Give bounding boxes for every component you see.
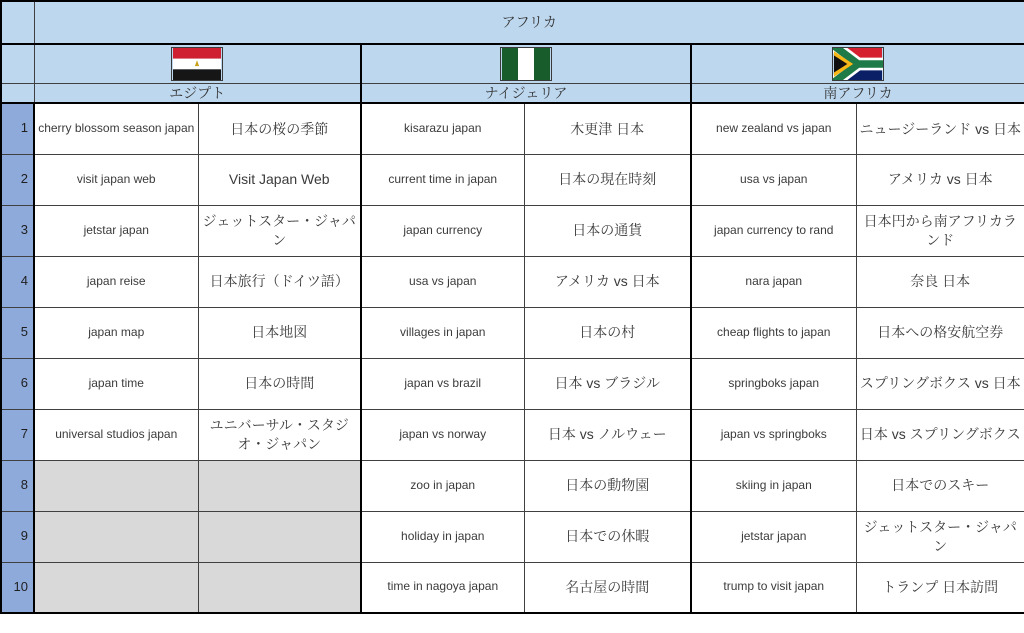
nigeria-term-en: time in nagoya japan xyxy=(361,562,524,613)
egypt-term-ja: 日本の桜の季節 xyxy=(198,103,361,154)
nigeria-term-en: japan vs brazil xyxy=(361,358,524,409)
egypt-term-ja: ユニバーサル・スタジオ・ジャパン xyxy=(198,409,361,460)
nigeria-term-en: kisarazu japan xyxy=(361,103,524,154)
nigeria-term-en: current time in japan xyxy=(361,154,524,205)
egypt-term-ja: 日本旅行（ドイツ語） xyxy=(198,256,361,307)
south-africa-term-ja: アメリカ vs 日本 xyxy=(856,154,1024,205)
nigeria-term-en: holiday in japan xyxy=(361,511,524,562)
corner-cell xyxy=(1,44,34,83)
nigeria-term-en: zoo in japan xyxy=(361,460,524,511)
flag-row xyxy=(1,44,1024,83)
nigeria-term-ja: 木更津 日本 xyxy=(524,103,691,154)
egypt-term-ja-empty xyxy=(198,511,361,562)
south-africa-term-ja: ジェットスター・ジャパン xyxy=(856,511,1024,562)
egypt-term-en: cherry blossom season japan xyxy=(34,103,198,154)
south-africa-term-en: japan currency to rand xyxy=(691,205,856,256)
table-title: アフリカ xyxy=(34,1,1024,44)
egypt-term-ja: Visit Japan Web xyxy=(198,154,361,205)
row-number: 3 xyxy=(1,205,34,256)
south-africa-term-ja: スプリングボクス vs 日本 xyxy=(856,358,1024,409)
egypt-term-ja: 日本地図 xyxy=(198,307,361,358)
south-africa-term-ja: 日本 vs スプリングボクス xyxy=(856,409,1024,460)
table-row xyxy=(1,562,1024,613)
egypt-term-en-empty xyxy=(34,511,198,562)
south-africa-term-en: nara japan xyxy=(691,256,856,307)
south-africa-term-ja: 奈良 日本 xyxy=(856,256,1024,307)
egypt-term-en-empty xyxy=(34,562,198,613)
egypt-flag-icon xyxy=(171,47,223,81)
south-africa-term-ja: 日本でのスキー xyxy=(856,460,1024,511)
row-number: 6 xyxy=(1,358,34,409)
corner-cell xyxy=(1,83,34,103)
south-africa-term-en: jetstar japan xyxy=(691,511,856,562)
nigeria-term-ja: 日本の動物園 xyxy=(524,460,691,511)
nigeria-flag-cell xyxy=(361,44,691,83)
egypt-term-ja: ジェットスター・ジャパン xyxy=(198,205,361,256)
table-row xyxy=(1,511,1024,562)
nigeria-term-ja: 日本 vs ノルウェー xyxy=(524,409,691,460)
table-row xyxy=(1,103,1024,154)
south-africa-term-ja: 日本円から南アフリカランド xyxy=(856,205,1024,256)
south-africa-term-en: skiing in japan xyxy=(691,460,856,511)
south-africa-flag-icon xyxy=(832,47,884,81)
south-africa-term-en: usa vs japan xyxy=(691,154,856,205)
south-africa-term-ja: ニュージーランド vs 日本 xyxy=(856,103,1024,154)
row-number: 2 xyxy=(1,154,34,205)
nigeria-term-ja: アメリカ vs 日本 xyxy=(524,256,691,307)
nigeria-term-ja: 日本の村 xyxy=(524,307,691,358)
nigeria-flag-icon xyxy=(500,47,552,81)
row-number: 1 xyxy=(1,103,34,154)
table-row xyxy=(1,154,1024,205)
egypt-term-en: jetstar japan xyxy=(34,205,198,256)
table-row xyxy=(1,409,1024,460)
nigeria-term-en: japan vs norway xyxy=(361,409,524,460)
south-africa-term-en: springboks japan xyxy=(691,358,856,409)
egypt-term-en: japan map xyxy=(34,307,198,358)
table-row xyxy=(1,256,1024,307)
egypt-term-en: universal studios japan xyxy=(34,409,198,460)
table-row xyxy=(1,205,1024,256)
egypt-term-en: japan reise xyxy=(34,256,198,307)
south-africa-term-ja: 日本への格安航空券 xyxy=(856,307,1024,358)
table-row xyxy=(1,460,1024,511)
nigeria-term-ja: 日本の通貨 xyxy=(524,205,691,256)
nigeria-term-ja: 日本 vs ブラジル xyxy=(524,358,691,409)
south-africa-term-ja: トランプ 日本訪問 xyxy=(856,562,1024,613)
nigeria-term-ja: 名古屋の時間 xyxy=(524,562,691,613)
egypt-term-en: visit japan web xyxy=(34,154,198,205)
country-header-south-africa: 南アフリカ xyxy=(691,83,1024,103)
egypt-term-ja-empty xyxy=(198,562,361,613)
row-number: 10 xyxy=(1,562,34,613)
row-number: 4 xyxy=(1,256,34,307)
egypt-flag-cell xyxy=(34,44,361,83)
south-africa-term-en: new zealand vs japan xyxy=(691,103,856,154)
egypt-term-en: japan time xyxy=(34,358,198,409)
egypt-term-ja: 日本の時間 xyxy=(198,358,361,409)
nigeria-term-ja: 日本での休暇 xyxy=(524,511,691,562)
south-africa-flag-cell xyxy=(691,44,1024,83)
country-header-nigeria: ナイジェリア xyxy=(361,83,691,103)
table-row xyxy=(1,307,1024,358)
country-name-row xyxy=(1,83,1024,103)
nigeria-term-en: japan currency xyxy=(361,205,524,256)
title-row xyxy=(1,1,1024,44)
nigeria-term-en: usa vs japan xyxy=(361,256,524,307)
country-header-egypt: エジプト xyxy=(34,83,361,103)
nigeria-term-en: villages in japan xyxy=(361,307,524,358)
corner-cell xyxy=(1,1,34,44)
nigeria-term-ja: 日本の現在時刻 xyxy=(524,154,691,205)
row-number: 8 xyxy=(1,460,34,511)
south-africa-term-en: japan vs springboks xyxy=(691,409,856,460)
table-row xyxy=(1,358,1024,409)
south-africa-term-en: trump to visit japan xyxy=(691,562,856,613)
row-number: 5 xyxy=(1,307,34,358)
south-africa-term-en: cheap flights to japan xyxy=(691,307,856,358)
row-number: 7 xyxy=(1,409,34,460)
egypt-term-en-empty xyxy=(34,460,198,511)
row-number: 9 xyxy=(1,511,34,562)
egypt-term-ja-empty xyxy=(198,460,361,511)
